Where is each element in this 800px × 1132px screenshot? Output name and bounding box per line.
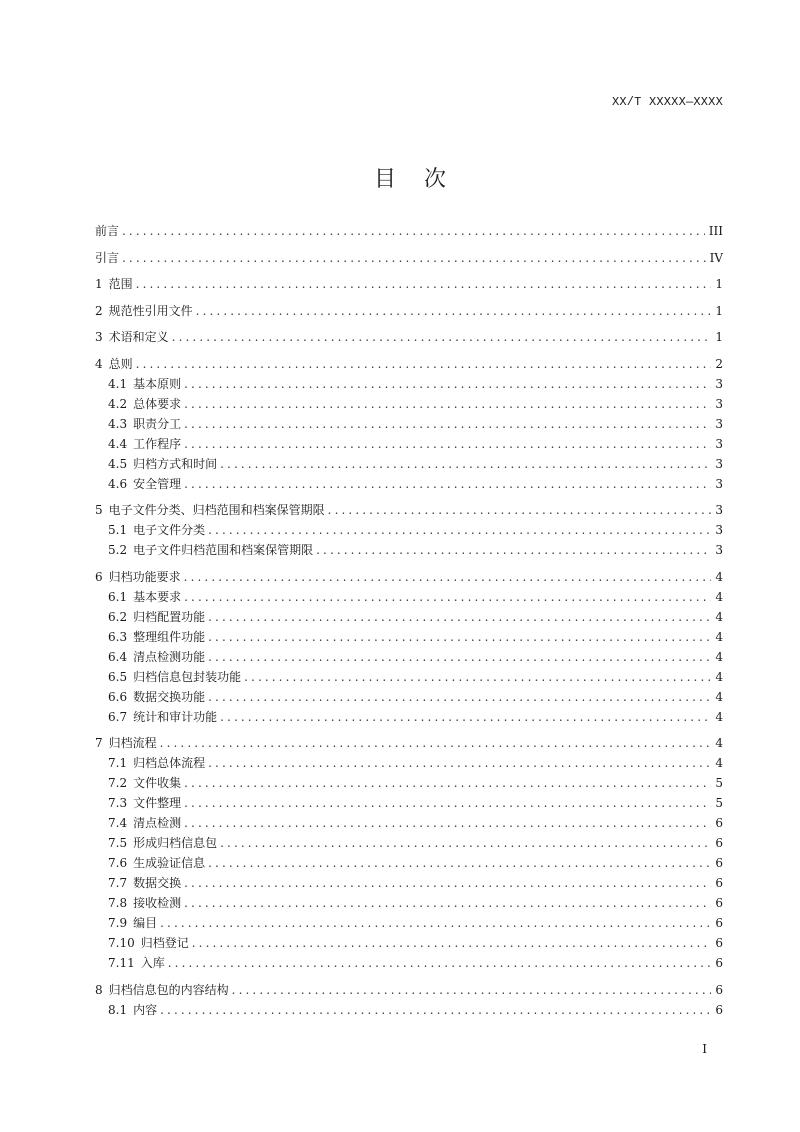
toc-entry[interactable] <box>95 540 723 560</box>
toc-entry-number: 6.3 <box>108 629 128 644</box>
toc-entry-page: 3 <box>715 503 723 517</box>
toc-entry[interactable] <box>95 474 723 494</box>
toc-entry[interactable] <box>95 607 723 627</box>
dot-leader <box>184 567 712 587</box>
toc-entry[interactable] <box>95 687 723 707</box>
toc-entry[interactable] <box>95 301 723 321</box>
toc-entry-number: 1 <box>95 277 103 291</box>
dot-leader <box>160 913 711 933</box>
toc-entry[interactable] <box>95 500 723 520</box>
toc-entry[interactable] <box>95 647 723 667</box>
toc-entry-page: 5 <box>715 776 723 790</box>
toc-entry-label: 统计和审计功能 <box>133 709 218 724</box>
toc-entry[interactable] <box>95 733 723 753</box>
dot-leader <box>208 627 711 647</box>
toc-entry-page: 4 <box>715 589 723 604</box>
toc-entry-number: 4.3 <box>108 416 128 431</box>
toc-entry-number: 6.5 <box>108 669 128 684</box>
dot-leader <box>168 953 712 973</box>
toc-entry-label: 职责分工 <box>133 416 182 431</box>
toc-entry-number: 2 <box>95 303 103 318</box>
dot-leader <box>136 274 712 294</box>
toc-entry-page: 3 <box>715 436 723 451</box>
toc-entry-number: 7.6 <box>108 856 128 870</box>
toc-entry-page: 4 <box>715 629 723 644</box>
page-title <box>0 162 800 193</box>
toc-entry-page: 3 <box>715 456 723 471</box>
toc-entry-number: 7.9 <box>108 916 128 930</box>
toc-entry-label: 归档功能要求 <box>108 569 181 584</box>
toc-entry-number: 7.4 <box>108 816 128 830</box>
toc-entry-page: 4 <box>715 569 723 584</box>
toc-entry-number: 4 <box>95 356 103 371</box>
toc-entry-label: 电子文件分类、归档范围和档案保管期限 <box>108 503 325 517</box>
toc-entry[interactable] <box>95 1000 723 1020</box>
toc-entry-label: 工作程序 <box>133 436 182 451</box>
document-code: XX/T XXXXX—XXXX <box>611 95 723 109</box>
toc-entry-number: 7.8 <box>108 896 128 910</box>
toc-entry-number: 7.5 <box>108 836 128 850</box>
toc-entry-page: 6 <box>715 816 723 830</box>
toc-entry-label: 归档方式和时间 <box>133 456 218 471</box>
toc-entry-label: 整理组件功能 <box>133 629 206 644</box>
toc-entry-label: 总体要求 <box>133 396 182 411</box>
toc-entry-number: 6.4 <box>108 649 128 664</box>
toc-entry-label: 规范性引用文件 <box>108 303 193 318</box>
toc-entry[interactable] <box>95 520 723 540</box>
toc-entry-page: 6 <box>715 856 723 870</box>
toc-entry[interactable] <box>95 933 723 953</box>
dot-leader <box>184 374 711 394</box>
dot-leader <box>244 667 711 687</box>
toc-entry-number: 7.3 <box>108 796 128 810</box>
toc-entry[interactable] <box>95 394 723 414</box>
toc-entry-label: 数据交换 <box>133 876 182 890</box>
toc-entry[interactable] <box>95 833 723 853</box>
table-of-contents <box>95 221 723 1020</box>
toc-entry-number: 5 <box>95 503 103 517</box>
toc-entry[interactable] <box>95 567 723 587</box>
toc-entry[interactable] <box>95 354 723 374</box>
toc-entry-label: 总则 <box>108 356 133 371</box>
toc-entry[interactable] <box>95 793 723 813</box>
toc-entry-page: 3 <box>715 476 723 491</box>
toc-entry[interactable] <box>95 853 723 873</box>
toc-entry-number: 6.6 <box>108 689 128 704</box>
toc-entry-label: 归档信息包封装功能 <box>133 669 242 684</box>
toc-entry[interactable] <box>95 327 723 347</box>
toc-entry[interactable] <box>95 627 723 647</box>
toc-entry-label: 形成归档信息包 <box>133 836 218 850</box>
toc-entry-page: 4 <box>715 669 723 684</box>
dot-leader <box>184 873 711 893</box>
toc-entry-number: 7.7 <box>108 876 128 890</box>
toc-entry-label: 归档配置功能 <box>133 609 206 624</box>
toc-entry-page: 6 <box>715 876 723 890</box>
dot-leader <box>160 733 712 753</box>
toc-entry-number: 6.1 <box>108 589 128 604</box>
toc-entry-label: 前言 <box>95 224 120 238</box>
toc-entry-label: 范围 <box>108 277 133 291</box>
dot-leader <box>136 354 712 374</box>
toc-entry-label: 数据交换功能 <box>133 689 206 704</box>
toc-entry-page: 6 <box>715 836 723 850</box>
toc-entry[interactable] <box>95 953 723 973</box>
toc-entry-page: 6 <box>715 896 723 910</box>
toc-entry-page: 1 <box>715 303 723 318</box>
toc-entry[interactable] <box>95 980 723 1000</box>
toc-entry-label: 归档总体流程 <box>133 756 206 770</box>
toc-entry[interactable] <box>95 873 723 893</box>
toc-entry-label: 接收检测 <box>133 896 182 910</box>
toc-entry-page: 4 <box>715 689 723 704</box>
toc-entry-number: 7 <box>95 736 103 750</box>
toc-entry-label: 电子文件分类 <box>133 523 206 537</box>
toc-entry-page: 6 <box>715 956 723 970</box>
toc-entry-label: 归档信息包的内容结构 <box>108 982 229 997</box>
dot-leader <box>184 434 711 454</box>
dot-leader <box>208 647 711 667</box>
dot-leader <box>184 414 711 434</box>
toc-entry-label: 引言 <box>95 250 120 265</box>
dot-leader <box>208 853 711 873</box>
toc-entry-number: 8.1 <box>108 1002 128 1017</box>
toc-entry[interactable] <box>95 454 723 474</box>
toc-entry[interactable] <box>95 248 723 268</box>
toc-entry[interactable] <box>95 667 723 687</box>
dot-leader <box>220 454 711 474</box>
dot-leader <box>220 707 711 727</box>
dot-leader <box>122 221 705 241</box>
toc-entry-page: 3 <box>715 543 723 557</box>
toc-entry[interactable] <box>95 893 723 913</box>
toc-entry-number: 7.11 <box>108 956 135 970</box>
toc-entry[interactable] <box>95 587 723 607</box>
toc-entry[interactable] <box>95 374 723 394</box>
dot-leader <box>172 327 712 347</box>
toc-entry-page: 1 <box>715 277 723 291</box>
toc-entry-label: 安全管理 <box>133 476 182 491</box>
title-char-2: 次 <box>424 167 447 192</box>
toc-entry-label: 归档登记 <box>140 936 189 950</box>
toc-entry-page: 3 <box>715 523 723 537</box>
toc-entry-number: 7.1 <box>108 756 128 770</box>
toc-entry[interactable] <box>95 707 723 727</box>
toc-entry-label: 清点检测 <box>133 816 182 830</box>
dot-leader <box>208 520 711 540</box>
toc-entry[interactable] <box>95 221 723 241</box>
toc-entry[interactable] <box>95 434 723 454</box>
toc-entry-page: 3 <box>715 416 723 431</box>
toc-entry-number: 8 <box>95 982 103 997</box>
dot-leader <box>208 687 711 707</box>
toc-entry-number: 7.2 <box>108 776 128 790</box>
dot-leader <box>208 753 711 773</box>
dot-leader <box>208 607 711 627</box>
dot-leader <box>184 813 711 833</box>
toc-entry-page: 6 <box>715 982 723 997</box>
toc-entry-page: 2 <box>715 356 723 371</box>
toc-entry-page: 4 <box>715 736 723 750</box>
toc-entry-page: 6 <box>715 936 723 950</box>
dot-leader <box>184 773 711 793</box>
toc-entry-number: 4.2 <box>108 396 128 411</box>
toc-entry-page: 4 <box>715 649 723 664</box>
toc-entry-label: 基本要求 <box>133 589 182 604</box>
toc-entry-number: 6.7 <box>108 709 128 724</box>
toc-entry-number: 3 <box>95 330 103 344</box>
toc-entry[interactable] <box>95 274 723 294</box>
page-number: I <box>702 1042 707 1056</box>
toc-entry-label: 基本原则 <box>133 376 182 391</box>
toc-entry-label: 术语和定义 <box>108 330 169 344</box>
dot-leader <box>328 500 712 520</box>
toc-entry[interactable] <box>95 753 723 773</box>
dot-leader <box>192 933 712 953</box>
dot-leader <box>196 301 712 321</box>
dot-leader <box>184 893 711 913</box>
dot-leader <box>184 474 711 494</box>
dot-leader <box>184 793 711 813</box>
dot-leader <box>184 587 711 607</box>
toc-entry-page: 3 <box>715 376 723 391</box>
toc-entry-number: 5.1 <box>108 523 128 537</box>
toc-entry-label: 电子文件归档范围和档案保管期限 <box>133 543 314 557</box>
toc-entry[interactable] <box>95 414 723 434</box>
toc-entry[interactable] <box>95 913 723 933</box>
toc-entry-number: 6 <box>95 569 103 584</box>
title-char-1: 目 <box>373 167 396 192</box>
toc-entry-page: III <box>708 224 723 238</box>
toc-entry-label: 清点检测功能 <box>133 649 206 664</box>
toc-entry[interactable] <box>95 813 723 833</box>
toc-entry-page: IV <box>709 250 723 265</box>
toc-entry-number: 4.1 <box>108 376 128 391</box>
dot-leader <box>316 540 711 560</box>
toc-entry-label: 文件整理 <box>133 796 182 810</box>
toc-entry-label: 编目 <box>133 916 158 930</box>
toc-entry-label: 归档流程 <box>108 736 157 750</box>
toc-entry[interactable] <box>95 773 723 793</box>
dot-leader <box>232 980 712 1000</box>
toc-entry-number: 4.6 <box>108 476 128 491</box>
toc-entry-page: 3 <box>715 396 723 411</box>
toc-entry-page: 4 <box>715 609 723 624</box>
toc-entry-page: 4 <box>715 756 723 770</box>
toc-entry-number: 5.2 <box>108 543 128 557</box>
toc-entry-label: 文件收集 <box>133 776 182 790</box>
toc-entry-number: 4.5 <box>108 456 128 471</box>
toc-entry-label: 内容 <box>133 1002 158 1017</box>
toc-entry-label: 入库 <box>140 956 165 970</box>
toc-entry-label: 生成验证信息 <box>133 856 206 870</box>
dot-leader <box>160 1000 711 1020</box>
dot-leader <box>220 833 711 853</box>
toc-entry-number: 7.10 <box>108 936 135 950</box>
toc-entry-page: 6 <box>715 1002 723 1017</box>
toc-entry-number: 4.4 <box>108 436 128 451</box>
toc-entry-number: 6.2 <box>108 609 128 624</box>
toc-entry-page: 5 <box>715 796 723 810</box>
toc-entry-page: 6 <box>715 916 723 930</box>
toc-entry-page: 4 <box>715 709 723 724</box>
dot-leader <box>184 394 711 414</box>
toc-entry-page: 1 <box>715 330 723 344</box>
dot-leader <box>122 248 706 268</box>
